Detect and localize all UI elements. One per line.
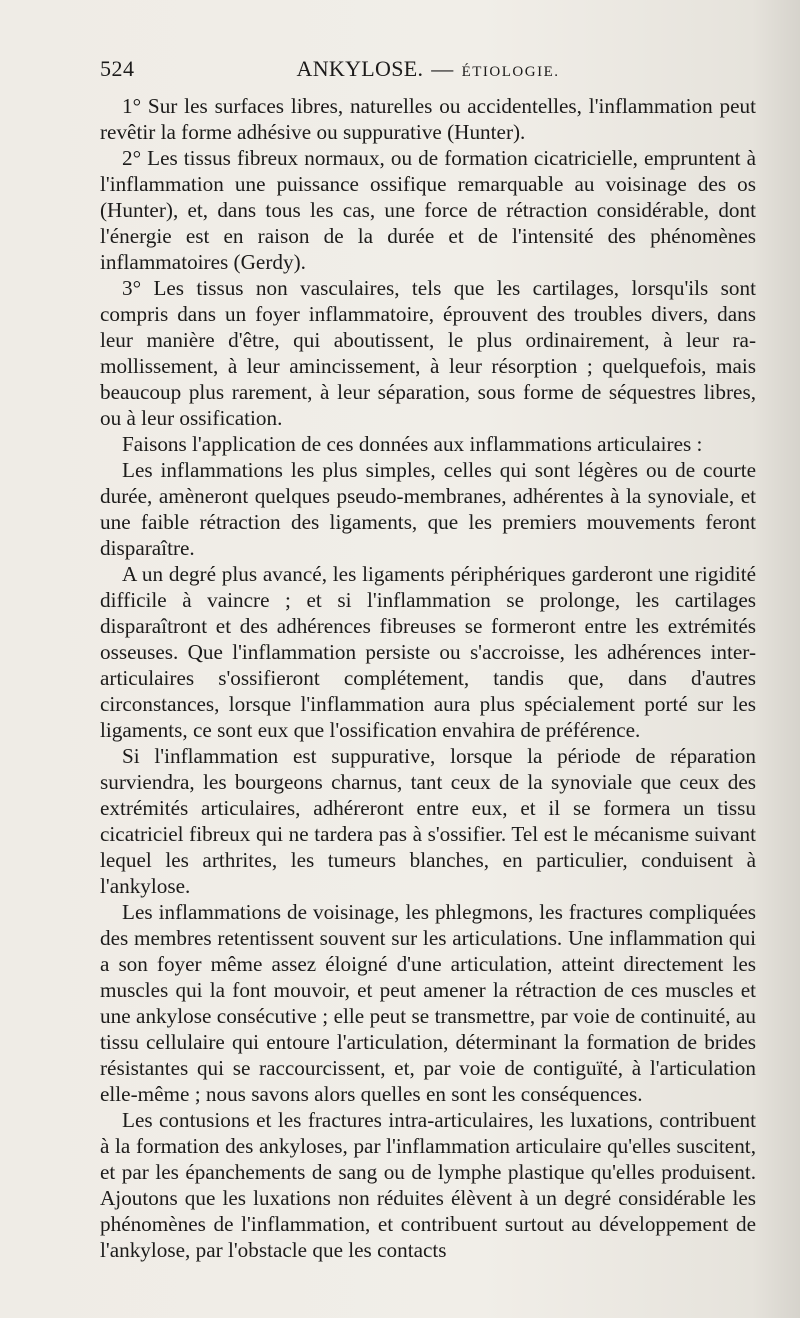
running-title-main: ANKYLOSE.	[296, 56, 424, 81]
running-title	[100, 56, 756, 82]
paragraph-1: 1° Sur les surfaces libres, naturelles ou accidentelles, l'inflammation peut revêtir la forme adhésive ou suppurative (Hunter).	[100, 94, 756, 144]
paragraph-4: Faisons l'application de ces données aux inflammations articulaires :	[122, 432, 703, 456]
running-title-separator: —	[431, 56, 454, 81]
page-number: 524	[100, 56, 135, 81]
paragraph-7: Si l'inflammation est suppurative, lorsque la période de réparation surviendra, les bourgeons charnus, tant ceux de la synoviale que ceux des extrémités articulaires, adhéreront entre eux, et il se formera un tissu cicatriciel fibreux qui ne tardera pas à s'ossifier. Tel est le mécanisme suivant lequel les arthrites, les tumeurs blanches, en particulier, conduisent à l'ankylose.	[100, 744, 756, 898]
paragraph-8: Les inflammations de voisinage, les phlegmons, les fractures compliquées des membres retentissent souvent sur les articulations. Une inflammation qui a son foyer même assez éloigné d'une articulation, atteint directement les muscles qui la font mouvoir, et peut amener la rétraction de ces muscles et une ankylose consécutive ; elle peut se transmettre, par voie de continuité, au tissu cellulaire qui entoure l'articulation, déterminant la formation de brides résistantes qui se raccourcissent, et, par voie de contiguïté, à l'articulation elle-même ; nous savons alors quelles en sont les conséquences.	[100, 900, 756, 1106]
paragraph-9: Les contusions et les fractures intra-articulaires, les luxations, contribuent à la formation des ankyloses, par l'inflammation articulaire qu'elles suscitent, et par les épanchements de sang ou de lymphe plastique qu'elles produisent. Ajoutons que les luxations non réduites élèvent à un degré considérable les phénomènes de l'inflammation, et contribuent surtout au développement de l'ankylose, par l'obstacle que les contacts	[100, 1108, 756, 1262]
body-text	[100, 93, 756, 1263]
paragraph-6: A un degré plus avancé, les ligaments périphériques garderont une rigidité difficile à vaincre ; et si l'inflammation se prolonge, les cartilages disparaîtront et des adhérences fibreuses se formeront entre les extrémités osseuses. Que l'inflammation persiste ou s'accroisse, les adhérences inter-articulaires s'ossifieront complétement, tandis que, dans d'autres circonstances, lorsque l'inflammation aura plus spécialement porté sur les ligaments, ce sont eux que l'ossification envahira de préférence.	[100, 562, 756, 742]
paragraph-3: 3° Les tissus non vasculaires, tels que les cartilages, lorsqu'ils sont compris dans un foyer inflammatoire, éprouvent des troubles divers, dans leur manière d'être, qui aboutissent, le plus ordinairement, à leur ramollissement, à leur amincissement, à leur résorption ; quelquefois, mais beaucoup plus rarement, à leur séparation, sous forme de séquestres libres, ou à leur ossification.	[100, 276, 756, 430]
paragraph-5: Les inflammations les plus simples, celles qui sont légères ou de courte durée, amèneront quelques pseudo-membranes, adhérentes à la synoviale, et une faible rétraction des ligaments, que les premiers mouvements feront disparaître.	[100, 458, 756, 560]
paragraph-2: 2° Les tissus fibreux normaux, ou de formation cicatricielle, empruntent à l'inflammation une puissance ossifique remarquable au voisinage des os (Hunter), et, dans tous les cas, une force de rétraction considérable, dont l'énergie est en raison de la durée et de l'intensité des phénomènes inflammatoires (Gerdy).	[100, 146, 756, 274]
running-title-section: ÉTIOLOGIE.	[461, 64, 560, 80]
page-header	[100, 56, 756, 90]
